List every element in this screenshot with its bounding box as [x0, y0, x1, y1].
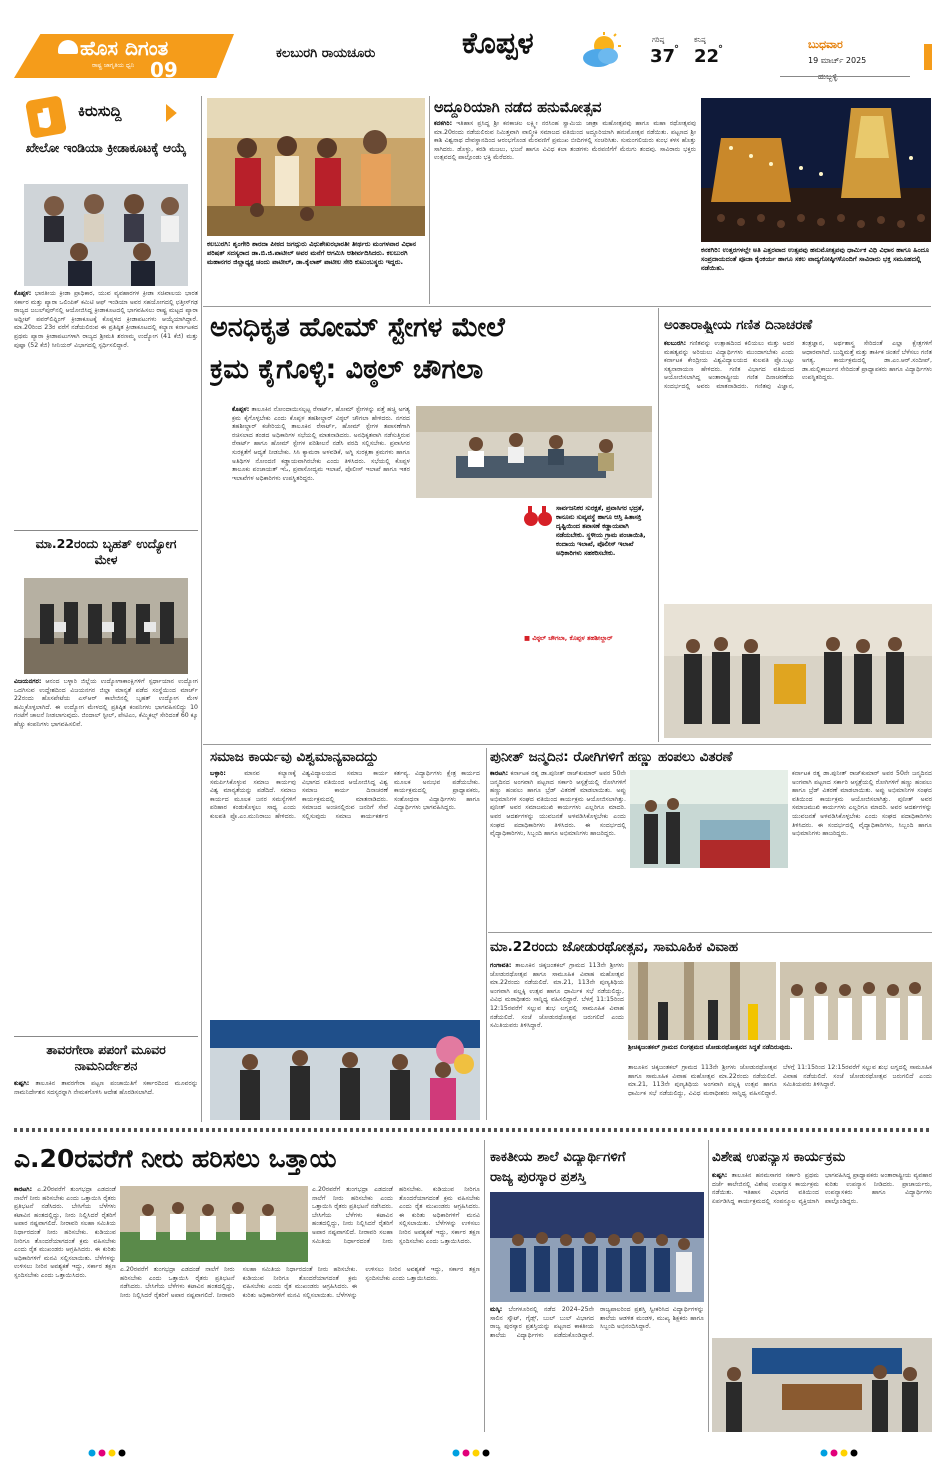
- dateline: ಕುಷ್ಟಗಿ:: [712, 1172, 728, 1179]
- ceremony-caption: [207, 240, 425, 300]
- article-body: ತಾಲೂಕಿನ ಚಿಕ್ಕಜಂತಕಲ್ ಗ್ರಾಮದ 113ನೇ ಶ್ರೀಗಳು ಜೋಡುರಥೋತ್ಸವ ಹಾಗೂ ಸಾಮೂಹಿಕ ವಿವಾಹ ಮಹೋತ್ಸವ ಮಾ.22ರಂದು ನಡೆಯಲಿದೆ. ಮಾ.21, 113ನೇ ಪುಣ್ಯತಿಥಿಯ ಅಂಗವಾಗಿ ಪಲ್ಲಕ್ಕಿ ಉತ್ಸವ ಹಾಗೂ ಧಾರ್ಮಿಕ ಸಭೆ ನಡೆಯಲಿದ್ದು, ವಿವಿಧ ಮಠಾಧೀಶರು ಸಾನ್ನಿಧ್ಯ ವಹಿಸಲಿದ್ದಾರೆ. ಬೆಳಗ್ಗೆ 11:15ರಿಂದ 12:15ರವರೆಗೆ ಸಲ್ಲುವ ಶುಭ ಲಗ್ನದಲ್ಲಿ ಸಾಮೂಹಿಕ ವಿವಾಹ ನಡೆಯಲಿದೆ. ಸಂಜೆ ಜೋಡುರಥೋತ್ಸವ ಜರುಗಲಿದೆ ಎಂದು ಸಮಿತಿಯವರು ತಿಳಿಸಿದ್ದಾರೆ.: [490, 962, 624, 1030]
- kirusuddi-item1-body: [14, 290, 198, 526]
- weather-icon: [580, 32, 624, 72]
- jodu-body-continued: [628, 1064, 932, 1118]
- quote-by: ವಿಠ್ಠಲ್ ಚೌಗಲಾ, ಕೊಪ್ಪಳ ತಹಶೀಲ್ದಾರ್: [532, 634, 613, 642]
- dateline: ಕಲಬುರಗಿ:: [664, 340, 687, 347]
- quote-text: ಸಾರ್ವಜನಿಕರ ಸುರಕ್ಷತೆ, ಪ್ರವಾಸಿಗರ ಭದ್ರತೆ, ಕಾನೂನು ಸುವ್ಯವಸ್ಥೆ ಹಾಗೂ ಆಸ್ತಿ ಹಿತಾಸಕ್ತಿ ದೃಷ್ಟಿಯಿಂದ ತಪಾಸಣೆ ಕಡ್ಡಾಯವಾಗಿ ನಡೆಯಬೇಕು. ಸ್ಥಳೀಯ ಗ್ರಾಮ ಪಂಚಾಯಿತಿ, ಕಂದಾಯ ಇಲಾಖೆ, ಪೊಲೀಸ್ ಇಲಾಖೆ ಅಧಿಕಾರಿಗಳು ಸಹಕರಿಸಬೇಕು.: [556, 504, 646, 557]
- orange-edge-marker: [924, 44, 932, 70]
- dateline: ಕುಷ್ಟಗಿ:: [14, 1080, 30, 1087]
- quote-box: [520, 504, 652, 662]
- divider: [14, 1036, 198, 1037]
- water-body-left: [14, 1186, 116, 1432]
- kakatiya-body: [490, 1306, 704, 1432]
- article-body: ಇತಿಹಾಸ ಪ್ರಸಿದ್ಧ ಶ್ರೀ ಕನಕಾಚಲ ಲಕ್ಷ್ಮೀ ನರಸಿಂಹ ಸ್ವಾಮಿಯ ಜಾತ್ರಾ ಮಹೋತ್ಸವವು ಹಾಗೂ ಮಹಾ ರಥೋತ್ಸವವು ಮಾ.20ರಂದು ನಡೆಯಲಿರುವ ನಿಮಿತ್ತವಾಗಿ ವಾಲ್ಮೀಕಿ ಸಮಾಜದ ವತಿಯಿಂದ ಅದ್ದೂರಿಯಾಗಿ ಹನುಮೋತ್ಸವ ನಡೆಯಿತು. ಪಟ್ಟಣದ ಶ್ರೀ ಕಾಶಿ ವಿಶ್ವನಾಥ ದೇವಸ್ಥಾನದಿಂದ ಆರಂಭಗೊಂಡ ಮೆರವಣಿಗೆ ಪ್ರಮುಖ ಬೀದಿಗಳಲ್ಲಿ ಸಂಚರಿಸಿತು. ಸುಮಂಗಲಿಯರು ಕುಂಭ ಕಳಸ ಹೊತ್ತು ಸಾಗಿದರು. ಡೊಳ್ಳು, ಕರಡಿ ಮಜಲು, ಭಜನೆ ಹಾಗೂ ವಿವಿಧ ಕಲಾ ತಂಡಗಳು ಮೆರವಣಿಗೆಗೆ ಮೆರುಗು ತಂದವು. ಸಾವಿರಾರು ಭಕ್ತರು ಉತ್ಸವದಲ್ಲಿ ಪಾಲ್ಗೊಂಡು ಭಕ್ತಿ ಮೆರೆದರು.: [434, 120, 696, 162]
- samaja-photo: [210, 1020, 480, 1120]
- paper-tagline: ರಾಷ್ಟ್ರ ಜಾಗೃತಿಯ ಧ್ವನಿ: [92, 62, 135, 69]
- article-body: ಆನಂದ ಬಳ್ಳಾರಿ ಜಿಲ್ಲೆಯ ಉದ್ಯೋಗಾಕಾಂಕ್ಷಿಗಳಿಗೆ ಸ್ಪರ್ಧಾಯಾನ ಉದ್ಯೋಗ ಒದಗಿಸುವ ಉದ್ದೇಶದಿಂದ ವಿಜಯನಗರ ಜಿಲ್ಲಾ ಮಾನ್ಯತೆ ಪಡೆದ ಸಂಸ್ಥೆಯಿಂದ ಮಾರ್ಚ್ 22ರಂದು ಹೊಸಪೇಟೆಯ ಎಸ್‌ಆರ್ ಕಾಲೇಜಿನಲ್ಲಿ ಬೃಹತ್ ಉದ್ಯೋಗ ಮೇಳ ಹಮ್ಮಿಕೊಳ್ಳಲಾಗಿದೆ. ಈ ಉದ್ಯೋಗ ಮೇಳದಲ್ಲಿ ಪ್ರತಿಷ್ಠಿತ ಕಂಪನಿಗಳು ಭಾಗವಹಿಸಲಿದ್ದು 10 ಗಂಟೆಗೆ ಚಾಲನೆ ನೀಡಲಾಗುವುದು. ಜಿಂದಾಲ್ ಸ್ಟೀಲ್, ಪೇಟಿಎಂ, ಕೆಮ್ಮಿಕಲ್ಸ್ ಸೇರಿದಂತೆ 60 ಕ್ಕೂ ಹೆಚ್ಚು ಕಂಪನಿಗಳು ಭಾಗವಹಿಸಲಿವೆ.: [14, 678, 198, 728]
- kirusuddi-item2-head: ಮಾ.22ರಂದು ಬೃಹತ್ ಉದ್ಯೋಗ ಮೇಳ: [35, 536, 177, 567]
- article-body: ಕರ್ನಾಟಕ ರತ್ನ ಡಾ.ಪುನೀತ್ ರಾಜ್‌ಕುಮಾರ್ ಅವರ 50ನೇ ಜನ್ಮದಿನದ ಅಂಗವಾಗಿ ಪಟ್ಟಣದ ಸರ್ಕಾರಿ ಆಸ್ಪತ್ರೆಯಲ್ಲಿ ರೋಗಿಗಳಿಗೆ ಹಣ್ಣು ಹಂಪಲು ಹಾಗೂ ಬ್ರೆಡ್ ವಿತರಣೆ ಮಾಡಲಾಯಿತು. ಅಪ್ಪು ಅಭಿಮಾನಿಗಳ ಸಂಘದ ವತಿಯಿಂದ ಕಾರ್ಯಕ್ರಮ ಆಯೋಜಿಸಲಾಗಿತ್ತು. ಪುನೀತ್ ಅವರ ಸಮಾಜಮುಖಿ ಕಾರ್ಯಗಳು ಎಲ್ಲರಿಗೂ ಮಾದರಿ. ಅವರ ಆದರ್ಶಗಳನ್ನು ಯುವಜನತೆ ಅಳವಡಿಸಿಕೊಳ್ಳಬೇಕು ಎಂದು ಸಂಘದ ಪದಾಧಿಕಾರಿಗಳು ತಿಳಿಸಿದರು. ಈ ಸಂದರ್ಭದಲ್ಲಿ ವೈದ್ಯಾಧಿಕಾರಿಗಳು, ಸಿಬ್ಬಂದಿ ಹಾಗೂ ಅಭಿಮಾನಿಗಳು ಹಾಜರಿದ್ದರು.: [490, 770, 626, 838]
- article-body: ಎ.20ರವರೆಗೆ ತುಂಗಭದ್ರಾ ಎಡದಂಡೆ ನಾಲೆಗೆ ನೀರು ಹರಿಸಬೇಕು ಎಂದು ಒತ್ತಾಯಿಸಿ ರೈತರು ಪ್ರತಿಭಟನೆ ನಡೆಸಿದರು. ಬೇಸಿಗೆಯ ಬೆಳೆಗಳು ಕಟಾವಿನ ಹಂತದಲ್ಲಿದ್ದು, ನೀರು ನಿಲ್ಲಿಸಿದರೆ ರೈತರಿಗೆ ಅಪಾರ ನಷ್ಟವಾಗಲಿದೆ. ನೀರಾವರಿ ಸಲಹಾ ಸಮಿತಿಯ ನಿರ್ಧಾರದಂತೆ ನೀರು ಹರಿಸಬೇಕು. ಕುಡಿಯುವ ನೀರಿಗೂ ತೊಂದರೆಯಾಗದಂತೆ ಕ್ರಮ ವಹಿಸಬೇಕು ಎಂದು ರೈತ ಮುಖಂಡರು ಆಗ್ರಹಿಸಿದರು. ಈ ಕುರಿತು ಅಧಿಕಾರಿಗಳಿಗೆ ಮನವಿ ಸಲ್ಲಿಸಲಾಯಿತು. ಬೆಳೆಗಳನ್ನು ಉಳಿಸಲು ನೀರಿನ ಅವಶ್ಯಕತೆ ಇದ್ದು, ಸರ್ಕಾರ ತಕ್ಷಣ ಸ್ಪಂದಿಸಬೇಕು ಎಂದು ಒತ್ತಾಯಿಸಿದರು.: [312, 1186, 480, 1245]
- caption-text: ಉತ್ತರಗಳಲ್ಲೇ ಅತಿ ಎತ್ತರವಾದ ಉತ್ಸವವು ಹನುಮೋತ್ಸವವು ಧಾರ್ಮಿಕ ವಿಧಿ ವಿಧಾನ ಹಾಗೂ ಹಿಂದೂ ಸಂಪ್ರದಾಯದಂತೆ ಪೂಜಾ ಕೈಂಕರ್ಯ ಹಾಗೂ ಸಕಲ ವಾದ್ಯಗೋಷ್ಠಿಗಳೊಂದಿಗೆ ಸಾವಿರಾರು ಭಕ್ತ ಸಮೂಹದಲ್ಲಿ ನಡೆಯಿತು.: [701, 246, 930, 272]
- section-break: [14, 1128, 931, 1132]
- kirusuddi-item3-head: ತಾವರಗೇರಾ ಪಪಂಗೆ ಮೂವರ ನಾಮನಿರ್ದೇಶನ: [46, 1042, 166, 1073]
- festival-night-photo: [701, 98, 931, 242]
- homestay-lead: [232, 406, 410, 746]
- lotus-icon: [58, 40, 78, 54]
- temple-photo: [628, 962, 776, 1040]
- athletes-photo: [24, 184, 188, 286]
- dateline: ಗಂಗಾವತಿ:: [490, 962, 512, 969]
- min-temp: 22: [694, 46, 720, 67]
- dateline: ಬಳ್ಳಾರಿ:: [210, 770, 226, 777]
- divider: [14, 530, 198, 531]
- homestay-headline-2: ಕ್ರಮ ಕೈಗೊಳ್ಳಿ: ವಿಠ್ಠಲ್ ಚೌಗಲಾ: [210, 354, 484, 385]
- quote-attribution: ■ ವಿಠ್ಠಲ್ ಚೌಗಲಾ, ಕೊಪ್ಪಳ ತಹಶೀಲ್ದಾರ್: [524, 634, 613, 642]
- dateline: ವಿಜಯನಗರ:: [14, 678, 42, 685]
- article-body: ತಾಲೂಕಿನ ಚಿಕ್ಕಜಂತಕಲ್ ಗ್ರಾಮದ 113ನೇ ಶ್ರೀಗಳು ಜೋಡುರಥೋತ್ಸವ ಹಾಗೂ ಸಾಮೂಹಿಕ ವಿವಾಹ ಮಹೋತ್ಸವ ಮಾ.22ರಂದು ನಡೆಯಲಿದೆ. ಮಾ.21, 113ನೇ ಪುಣ್ಯತಿಥಿಯ ಅಂಗವಾಗಿ ಪಲ್ಲಕ್ಕಿ ಉತ್ಸವ ಹಾಗೂ ಧಾರ್ಮಿಕ ಸಭೆ ನಡೆಯಲಿದ್ದು, ವಿವಿಧ ಮಠಾಧೀಶರು ಸಾನ್ನಿಧ್ಯ ವಹಿಸಲಿದ್ದಾರೆ. ಬೆಳಗ್ಗೆ 11:15ರಿಂದ 12:15ರವರೆಗೆ ಸಲ್ಲುವ ಶುಭ ಲಗ್ನದಲ್ಲಿ ಸಾಮೂಹಿಕ ವಿವಾಹ ನಡೆಯಲಿದೆ. ಸಂಜೆ ಜೋಡುರಥೋತ್ಸವ ಜರುಗಲಿದೆ ಎಂದು ಸಮಿತಿಯವರು ತಿಳಿಸಿದ್ದಾರೆ.: [628, 1064, 932, 1097]
- city-name: ಕೊಪ್ಪಳ: [462, 26, 534, 61]
- column-divider: [658, 308, 659, 742]
- upanyasa-body: [712, 1172, 932, 1334]
- max-temp-label: ಗರಿಷ್ಠ: [652, 36, 665, 44]
- kirusuddi-item1-head: ಖೇಲೋ ಇಂಡಿಯಾ ಕ್ರೀಡಾಕೂಟಕ್ಕೆ ಆಯ್ಕೆ: [25, 140, 187, 155]
- kirusuddi-item3-body: [14, 1080, 198, 1118]
- kirusuddi-label: ಕಿರುಸುದ್ದಿ: [78, 102, 122, 120]
- min-temp-label: ಕನಿಷ್ಠ: [694, 36, 706, 44]
- dateline: ಕನಕಗಿರಿ:: [434, 120, 453, 127]
- jodu-body: [490, 962, 624, 1118]
- hanumotsava-body: [434, 120, 696, 304]
- caption-text: ಶೃಂಗೇರಿ ಶಾರದಾ ಪೀಠದ ಜಗದ್ಗುರು ವಿಧುಶೇಖರಭಾರತೀ ತೀರ್ಥರು ಮಂಗಳವಾರ ವಿಧಾನ ಪರಿಷತ್ ಸದಸ್ಯರಾದ ಡಾ.ಬಿ.ಜಿ.ಪಾಟೀಲ್ ಅವರ ಮನೆಗೆ ಆಗಮಿಸಿ ಆಶೀರ್ವದಿಸಿದರು. ಕಲಬುರಗಿ ಮಹಾನಗರ ಜಿಲ್ಲಾಧ್ಯಕ್ಷ ಚಂದು ಪಾಟೀಲ್, ಡಾ.ಕೈಲಾಶ್ ಪಾಟೀಲ ಸೇರಿ ಕುಟುಂಬಸ್ಥರು ಇದ್ದರು.: [207, 240, 416, 266]
- rathotsava-caption: ಶ್ರೀಚಿಕ್ಕಜಂತಕಲ್ ಗ್ರಾಮದ ಲಿಂಗಶ್ರಮದ ಜೋಡುರಥೋತ್ಸವದ ಸಿದ್ಧತೆ ನಡೆದಿರುವುದು.: [628, 1044, 793, 1051]
- kakatiya-headline-2: ರಾಜ್ಯ ಪುರಸ್ಕಾರ ಪ್ರಶಸ್ತಿ: [490, 1169, 586, 1185]
- column-divider: [484, 1140, 485, 1432]
- article-body: ಗಣಿತವನ್ನು ಉತ್ಸಾಹದಿಂದ ಕಲಿಯಲು ಮತ್ತು ಅದರ ಮಹತ್ವವನ್ನು ಅರಿಯಲು ವಿದ್ಯಾರ್ಥಿಗಳು ಮುಂದಾಗಬೇಕು ಎಂದು ಕರ್ನಾಟಕ ಕೇಂದ್ರೀಯ ವಿಶ್ವವಿದ್ಯಾಲಯದ ಕುಲಪತಿ ಪ್ರೊ.ಬಟ್ಟು ಸತ್ಯನಾರಾಯಣ ಹೇಳಿದರು. ಗಣಿತ ವಿಭಾಗದ ವತಿಯಿಂದ ಆಯೋಜಿಸಲಾಗಿದ್ದ ಅಂತಾರಾಷ್ಟ್ರೀಯ ಗಣಿತ ದಿನಾಚರಣೆಯ ಸಂದರ್ಭದಲ್ಲಿ ಅವರು ಮಾತನಾಡಿದರು. ಗಣಿತವು ವಿಜ್ಞಾನ, ತಂತ್ರಜ್ಞಾನ, ಅರ್ಥಶಾಸ್ತ್ರ ಸೇರಿದಂತೆ ಎಲ್ಲಾ ಕ್ಷೇತ್ರಗಳಿಗೆ ಆಧಾರವಾಗಿದೆ. ಬುದ್ಧಿಮತ್ತೆ ಮತ್ತು ತಾರ್ಕಿಕ ಚಿಂತನೆ ಬೆಳೆಸಲು ಗಣಿತ ಅಗತ್ಯ. ಕಾರ್ಯಕ್ರಮದಲ್ಲಿ ಡಾ.ಎಂ.ಆರ್.ಸಂದೀಪ್, ಡಾ.ಮಲ್ಲಿಕಾರ್ಜುನ ಸೇರಿದಂತೆ ಪ್ರಾಧ್ಯಾಪಕರು ಹಾಗೂ ವಿದ್ಯಾರ್ಥಿಗಳು ಉಪಸ್ಥಿತರಿದ್ದರು.: [664, 340, 932, 390]
- dateline: ಮಸ್ಕಿ:: [490, 1306, 503, 1313]
- paper-name: ಹೊಸ ದಿಗಂತ: [80, 36, 169, 60]
- water-headline: ಎ.20ರವರೆಗೆ ನೀರು ಹರಿಸಲು ಒತ್ತಾಯ: [14, 1144, 337, 1173]
- column-divider: [201, 96, 202, 1122]
- puneeth-photo: [630, 770, 788, 868]
- article-body: ತಾಲೂಕಿನ ತಾವರಗೇರಾ ಪಟ್ಟಣ ಪಂಚಾಯಿತಿಗೆ ಸರ್ಕಾರದಿಂದ ಮೂವರನ್ನು ನಾಮನಿರ್ದೇಶನ ಸದಸ್ಯರನ್ನಾಗಿ ನೇಮಕಗೊಳಿಸಿ ಆದೇಶ ಹೊರಡಿಸಲಾಗಿದೆ.: [14, 1080, 198, 1096]
- min-temp-deg: °: [718, 44, 723, 55]
- rathotsava-photo: [780, 962, 932, 1040]
- article-body: ಕರ್ನಾಟಕ ರತ್ನ ಡಾ.ಪುನೀತ್ ರಾಜ್‌ಕುಮಾರ್ ಅವರ 50ನೇ ಜನ್ಮದಿನದ ಅಂಗವಾಗಿ ಪಟ್ಟಣದ ಸರ್ಕಾರಿ ಆಸ್ಪತ್ರೆಯಲ್ಲಿ ರೋಗಿಗಳಿಗೆ ಹಣ್ಣು ಹಂಪಲು ಹಾಗೂ ಬ್ರೆಡ್ ವಿತರಣೆ ಮಾಡಲಾಯಿತು. ಅಪ್ಪು ಅಭಿಮಾನಿಗಳ ಸಂಘದ ವತಿಯಿಂದ ಕಾರ್ಯಕ್ರಮ ಆಯೋಜಿಸಲಾಗಿತ್ತು. ಪುನೀತ್ ಅವರ ಸಮಾಜಮುಖಿ ಕಾರ್ಯಗಳು ಎಲ್ಲರಿಗೂ ಮಾದರಿ. ಅವರ ಆದರ್ಶಗಳನ್ನು ಯುವಜನತೆ ಅಳವಡಿಸಿಕೊಳ್ಳಬೇಕು ಎಂದು ಸಂಘದ ಪದಾಧಿಕಾರಿಗಳು ತಿಳಿಸಿದರು. ಈ ಸಂದರ್ಭದಲ್ಲಿ ವೈದ್ಯಾಧಿಕಾರಿಗಳು, ಸಿಬ್ಬಂದಿ ಹಾಗೂ ಅಭಿಮಾನಿಗಳು ಹಾಜರಿದ್ದರು.: [792, 770, 932, 838]
- masthead: [0, 0, 945, 96]
- meeting-photo: [416, 406, 652, 498]
- dateline: ಕಲಬುರಗಿ:: [207, 240, 231, 248]
- kirusuddi-arrow: [166, 104, 184, 122]
- quote-mark-icon: [524, 506, 552, 528]
- dateline: ಕೊಪ್ಪಳ:: [14, 290, 32, 297]
- dateline: ಕೊಪ್ಪಳ:: [232, 406, 250, 413]
- samaja-headline: ಸಮಾಜ ಕಾರ್ಯವು ವಿಶ್ವಮಾನ್ಯವಾದದ್ದು: [210, 749, 379, 765]
- festival-caption: [701, 246, 931, 302]
- column-divider: [708, 1140, 709, 1432]
- puneeth-body-left: [490, 770, 626, 928]
- masthead-rule: [780, 76, 910, 77]
- registration-dots-left: [88, 1442, 128, 1450]
- edition: [818, 72, 837, 82]
- kakatiya-headline-1: ಕಾಕತೀಯ ಶಾಲೆ ವಿದ್ಯಾರ್ಥಿಗಳಿಗೆ: [490, 1149, 626, 1165]
- lecture-photo: [712, 1338, 932, 1432]
- hanumotsava-headline: ಅದ್ದೂರಿಯಾಗಿ ನಡೆದ ಹನುಮೋತ್ಸವ: [434, 100, 602, 116]
- section-rule: [488, 932, 932, 933]
- day-name: ಬುಧವಾರ: [808, 38, 843, 51]
- award-photo: [490, 1192, 704, 1302]
- dateline: ಕನಕಗಿರಿ:: [701, 246, 721, 254]
- homestay-headline-1: ಅನಧಿಕೃತ ಹೋಮ್ ಸ್ಟೇಗಳ ಮೇಲೆ: [210, 312, 505, 343]
- job-fair-photo: [24, 578, 188, 674]
- dateline: ಕಾರಟಗಿ:: [14, 1186, 33, 1193]
- section-rule: [203, 744, 931, 745]
- max-temp: 37: [650, 46, 676, 67]
- puneeth-body-right: [792, 770, 932, 928]
- math-day-body: [664, 340, 932, 600]
- article-body: ಭಾರತೀಯ ಕ್ರೀಡಾ ಪ್ರಾಧಿಕಾರ, ಯುವ ವ್ಯವಹಾರಗಳ ಕ್ರೀಡಾ ಸಚಿವಾಲಯ ಭಾರತ ಸರ್ಕಾರ ಮತ್ತು ಪ್ಯಾರಾ ಒಲಿಂಪಿಕ್ ಕಮಿಟಿ ಆಫ್ ಇಂಡಿಯಾ ಅವರ ಸಹಯೋಗದಲ್ಲಿ ಛತ್ತೀಸ್‌ಗಢ ರಾಜ್ಯದ ಜಬಲ್‌ಪುರ್‌ನಲ್ಲಿ ಆಯೋಜಿಸಿದ್ದ ಕ್ರೀಡಾಕೂಟದಲ್ಲಿ ಭಾಗವಹಿಸಲು ರಾಷ್ಟ್ರ ಮಟ್ಟದ ಪ್ಯಾರಾ ಅಥ್ಲೀಟ್ ಪವರ್‌ಲಿಫ್ಟಿಂಗ್ ಕ್ರೀಡಾಕೂಟಕ್ಕೆ ಕೊಪ್ಪಳದ ಕ್ರೀಡಾಪಟುಗಳು ಆಯ್ಕೆಯಾಗಿದ್ದಾರೆ. ಮಾ.20ರಿಂದ 23ರ ವರೆಗೆ ನಡೆಯಲಿರುವ ಈ ಪ್ರತಿಷ್ಠಿತ ಕ್ರೀಡಾಕೂಟದಲ್ಲಿ ಕಲ್ಯಾಣ ಕರ್ನಾಟಕದ ಪ್ರಥಮ ಪ್ಯಾರಾ ಕ್ರೀಡಾಪಟುಗಳಾಗಿ ರಾಜ್ಯದ ಶ್ರೀಮತಿ ಶರಣಮ್ಮ ಉದ್ಯೋಗ (41 ಕೆಜಿ) ಮತ್ತು ಪುಷ್ಪಾ (52 ಕೆಜಿ) ಸೀನಿಯರ್ ವಿಭಾಗದಲ್ಲಿ ಸ್ಪರ್ಧಿಸಲಿದ್ದಾರೆ.: [14, 290, 198, 349]
- registration-dots-right: [820, 1442, 860, 1450]
- jodu-headline: ಮಾ.22ರಂದು ಜೋಡುರಥೋತ್ಸವ, ಸಾಮೂಹಿಕ ವಿವಾಹ: [490, 939, 739, 955]
- kirusuddi-column: [14, 96, 198, 1118]
- ceremony-photo: [207, 98, 425, 236]
- max-temp-deg: °: [674, 44, 679, 55]
- kirusuddi-item2-body: [14, 678, 198, 1032]
- math-day-photo: [664, 604, 932, 738]
- article-body: ಮಾನವ ಕಲ್ಯಾಣಕ್ಕೆ ಸಮರ್ಪಿಸಿಕೊಳ್ಳುವ ಸಮಾಜ ಕಾರ್ಯವು ವಿಶ್ವ ಮಾನ್ಯತೆಯನ್ನು ಪಡೆದಿದೆ. ಸಮಾಜ ಕಾರ್ಯದ ಮೂಲಕ ಜನರ ಸಮಸ್ಯೆಗಳಿಗೆ ಪರಿಹಾರ ಕಂಡುಕೊಳ್ಳಲು ಸಾಧ್ಯ ಎಂದು ಕುಲಪತಿ ಪ್ರೊ.ಎಂ.ಮುನಿರಾಜು ಹೇಳಿದರು. ವಿಶ್ವವಿದ್ಯಾಲಯದ ಸಮಾಜ ಕಾರ್ಯ ವಿಭಾಗದ ವತಿಯಿಂದ ಆಯೋಜಿಸಿದ್ದ ವಿಶ್ವ ಸಮಾಜ ಕಾರ್ಯ ದಿನಾಚರಣೆ ಕಾರ್ಯಕ್ರಮದಲ್ಲಿ ಮಾತನಾಡಿದರು. ಸಮಾಜದ ಅಂಚಿನಲ್ಲಿರುವ ಜನರಿಗೆ ಸೇವೆ ಸಲ್ಲಿಸುವುದು ಸಮಾಜ ಕಾರ್ಯಕರ್ತರ ಕರ್ತವ್ಯ. ವಿದ್ಯಾರ್ಥಿಗಳು ಕ್ಷೇತ್ರ ಕಾರ್ಯದ ಮೂಲಕ ಅನುಭವ ಪಡೆಯಬೇಕು. ಕಾರ್ಯಕ್ರಮದಲ್ಲಿ ಪ್ರಾಧ್ಯಾಪಕರು, ಸಂಶೋಧನಾ ವಿದ್ಯಾರ್ಥಿಗಳು ಹಾಗೂ ವಿದ್ಯಾರ್ಥಿಗಳು ಭಾಗವಹಿಸಿದ್ದರು.: [210, 770, 480, 820]
- cities-line: ಕಲಬುರಗಿ ರಾಯಚೂರು: [276, 46, 376, 61]
- article-body: ತಾಲೂಕಿನ ಹನಮಸಾಗರ ಸರ್ಕಾರಿ ಪ್ರಥಮ ದರ್ಜೆ ಕಾಲೇಜಿನಲ್ಲಿ ವಿಶೇಷ ಉಪನ್ಯಾಸ ಕಾರ್ಯಕ್ರಮ ನಡೆಯಿತು. ಇತಿಹಾಸ ವಿಭಾಗದ ವತಿಯಿಂದ ಏರ್ಪಡಿಸಿದ್ದ ಕಾರ್ಯಕ್ರಮದಲ್ಲಿ ಸಂಪನ್ಮೂಲ ವ್ಯಕ್ತಿಯಾಗಿ ಭಾಗವಹಿಸಿದ್ದ ಪ್ರಾಧ್ಯಾಪಕರು ಅಂತಾರಾಷ್ಟ್ರೀಯ ವ್ಯವಹಾರ ಕುರಿತು ಉಪನ್ಯಾಸ ನೀಡಿದರು. ಪ್ರಾಚಾರ್ಯರು, ಉಪನ್ಯಾಸಕರು ಹಾಗೂ ವಿದ್ಯಾರ್ಥಿಗಳು ಪಾಲ್ಗೊಂಡಿದ್ದರು.: [712, 1172, 932, 1205]
- article-body: ತಾಲೂಕಿನ ನೋಂದಾಯಿಸಲ್ಪಟ್ಟ ರೆಸಾರ್ಟ್, ಹೋಮ್ ಸ್ಟೇಗಳನ್ನು ಪತ್ತೆ ಹಚ್ಚಿ ಅಗತ್ಯ ಕ್ರಮ ಕೈಗೊಳ್ಳಬೇಕು ಎಂದು ಕೊಪ್ಪಳ ತಹಶೀಲ್ದಾರ್ ವಿಠ್ಠಲ್ ಚೌಗಲಾ ಹೇಳಿದರು. ನಗರದ ತಹಶೀಲ್ದಾರ್ ಕಚೇರಿಯಲ್ಲಿ ತಾಲೂಕಿನ ರೆಸಾರ್ಟ್, ಹೋಮ್ ಸ್ಟೇಗಳ ತಪಾಸಣೆಗಾಗಿ ರಚಿಸಲಾದ ತಂಡದ ಅಧಿಕಾರಿಗಳ ಸಭೆಯಲ್ಲಿ ಮಾತನಾಡಿದರು. ಅನಧಿಕೃತವಾಗಿ ನಡೆಸುತ್ತಿರುವ ರೆಸಾರ್ಟ್ ಹಾಗೂ ಹೋಮ್ ಸ್ಟೇಗಳ ಪರಿಶೀಲನೆ ನಡೆಸಿ ವರದಿ ಸಲ್ಲಿಸಬೇಕು. ಪ್ರವಾಸಿಗರ ಸುರಕ್ಷತೆಗೆ ಆದ್ಯತೆ ನೀಡಬೇಕು. ಸಿಸಿ ಕ್ಯಾಮರಾ ಅಳವಡಿಕೆ, ಅಗ್ನಿ ಸುರಕ್ಷತಾ ಕ್ರಮಗಳು ಹಾಗೂ ಅತಿಥಿಗಳ ನೋಂದಣಿ ಕಡ್ಡಾಯವಾಗಿರಬೇಕು ಎಂದು ತಿಳಿಸಿದರು. ಸಭೆಯಲ್ಲಿ ಕೊಪ್ಪಳ ತಾಲೂಕು ಪಂಚಾಯತ್ ಇಓ, ಪ್ರವಾಸೋದ್ಯಮ ಇಲಾಖೆ, ಪೊಲೀಸ್ ಇಲಾಖೆ ಹಾಗೂ ಇತರ ಇಲಾಖೆಗಳ ಅಧಿಕಾರಿಗಳು ಉಪಸ್ಥಿತರಿದ್ದರು.: [232, 406, 410, 482]
- article-body: ಎ.20ರವರೆಗೆ ತುಂಗಭದ್ರಾ ಎಡದಂಡೆ ನಾಲೆಗೆ ನೀರು ಹರಿಸಬೇಕು ಎಂದು ಒತ್ತಾಯಿಸಿ ರೈತರು ಪ್ರತಿಭಟನೆ ನಡೆಸಿದರು. ಬೇಸಿಗೆಯ ಬೆಳೆಗಳು ಕಟಾವಿನ ಹಂತದಲ್ಲಿದ್ದು, ನೀರು ನಿಲ್ಲಿಸಿದರೆ ರೈತರಿಗೆ ಅಪಾರ ನಷ್ಟವಾಗಲಿದೆ. ನೀರಾವರಿ ಸಲಹಾ ಸಮಿತಿಯ ನಿರ್ಧಾರದಂತೆ ನೀರು ಹರಿಸಬೇಕು. ಕುಡಿಯುವ ನೀರಿಗೂ ತೊಂದರೆಯಾಗದಂತೆ ಕ್ರಮ ವಹಿಸಬೇಕು ಎಂದು ರೈತ ಮುಖಂಡರು ಆಗ್ರಹಿಸಿದರು. ಈ ಕುರಿತು ಅಧಿಕಾರಿಗಳಿಗೆ ಮನವಿ ಸಲ್ಲಿಸಲಾಯಿತು. ಬೆಳೆಗಳನ್ನು ಉಳಿಸಲು ನೀರಿನ ಅವಶ್ಯಕತೆ ಇದ್ದು, ಸರ್ಕಾರ ತಕ್ಷಣ ಸ್ಪಂದಿಸಬೇಕು ಎಂದು ಒತ್ತಾಯಿಸಿದರು.: [14, 1186, 116, 1279]
- upanyasa-headline: ವಿಶೇಷ ಉಪನ್ಯಾಸ ಕಾರ್ಯಕ್ರಮ: [712, 1149, 846, 1165]
- article-body: ಬೆಂಗಳೂರಿನಲ್ಲಿ ನಡೆದ 2024–25ನೇ ಸಾಲಿನ ಸ್ಕೌಟ್, ಗೈಡ್ಸ್, ಬುಲ್ ಬುಲ್ ವಿಭಾಗದ ರಾಜ್ಯ ಪುರಸ್ಕಾರ ಪ್ರಶಸ್ತಿಯನ್ನು ಪಟ್ಟಣದ ಕಾಕತೀಯ ಶಾಲೆಯ ವಿದ್ಯಾರ್ಥಿಗಳು ಪಡೆದುಕೊಂಡಿದ್ದಾರೆ. ರಾಜ್ಯಪಾಲರಿಂದ ಪ್ರಶಸ್ತಿ ಸ್ವೀಕರಿಸಿದ ವಿದ್ಯಾರ್ಥಿಗಳನ್ನು ಶಾಲೆಯ ಆಡಳಿತ ಮಂಡಳಿ, ಮುಖ್ಯ ಶಿಕ್ಷಕರು ಹಾಗೂ ಸಿಬ್ಬಂದಿ ಅಭಿನಂದಿಸಿದ್ದಾರೆ.: [490, 1306, 704, 1339]
- dateline: ಕಾರಟಗಿ:: [490, 770, 509, 777]
- column-divider: [429, 96, 430, 304]
- article-body: ಎ.20ರವರೆಗೆ ತುಂಗಭದ್ರಾ ಎಡದಂಡೆ ನಾಲೆಗೆ ನೀರು ಹರಿಸಬೇಕು ಎಂದು ಒತ್ತಾಯಿಸಿ ರೈತರು ಪ್ರತಿಭಟನೆ ನಡೆಸಿದರು. ಬೇಸಿಗೆಯ ಬೆಳೆಗಳು ಕಟಾವಿನ ಹಂತದಲ್ಲಿದ್ದು, ನೀರು ನಿಲ್ಲಿಸಿದರೆ ರೈತರಿಗೆ ಅಪಾರ ನಷ್ಟವಾಗಲಿದೆ. ನೀರಾವರಿ ಸಲಹಾ ಸಮಿತಿಯ ನಿರ್ಧಾರದಂತೆ ನೀರು ಹರಿಸಬೇಕು. ಕುಡಿಯುವ ನೀರಿಗೂ ತೊಂದರೆಯಾಗದಂತೆ ಕ್ರಮ ವಹಿಸಬೇಕು ಎಂದು ರೈತ ಮುಖಂಡರು ಆಗ್ರಹಿಸಿದರು. ಈ ಕುರಿತು ಅಧಿಕಾರಿಗಳಿಗೆ ಮನವಿ ಸಲ್ಲಿಸಲಾಯಿತು. ಬೆಳೆಗಳನ್ನು ಉಳಿಸಲು ನೀರಿನ ಅವಶ್ಯಕತೆ ಇದ್ದು, ಸರ್ಕಾರ ತಕ್ಷಣ ಸ್ಪಂದಿಸಬೇಕು ಎಂದು ಒತ್ತಾಯಿಸಿದರು.: [120, 1266, 480, 1299]
- water-body-bottom: [120, 1266, 480, 1432]
- registration-dots-center: [452, 1442, 492, 1450]
- page-number: 09: [150, 58, 178, 82]
- date: 19 ಮಾರ್ಚ್ 2025: [808, 56, 867, 65]
- puneeth-headline: ಪುನೀತ್ ಜನ್ಮದಿನ: ರೋಗಿಗಳಿಗೆ ಹಣ್ಣು ಹಂಪಲು ವಿತರಣೆ: [490, 749, 733, 765]
- column-divider: [486, 748, 487, 1120]
- kirusuddi-header: [14, 96, 198, 140]
- samaja-body: [210, 770, 480, 1016]
- math-day-headline: ಅಂತಾರಾಷ್ಟ್ರೀಯ ಗಣಿತ ದಿನಾಚರಣೆ: [664, 317, 813, 333]
- water-body-mid: [312, 1186, 480, 1262]
- protest-photo: [120, 1186, 308, 1262]
- section-rule: [203, 306, 931, 307]
- hand-icon: [25, 95, 67, 139]
